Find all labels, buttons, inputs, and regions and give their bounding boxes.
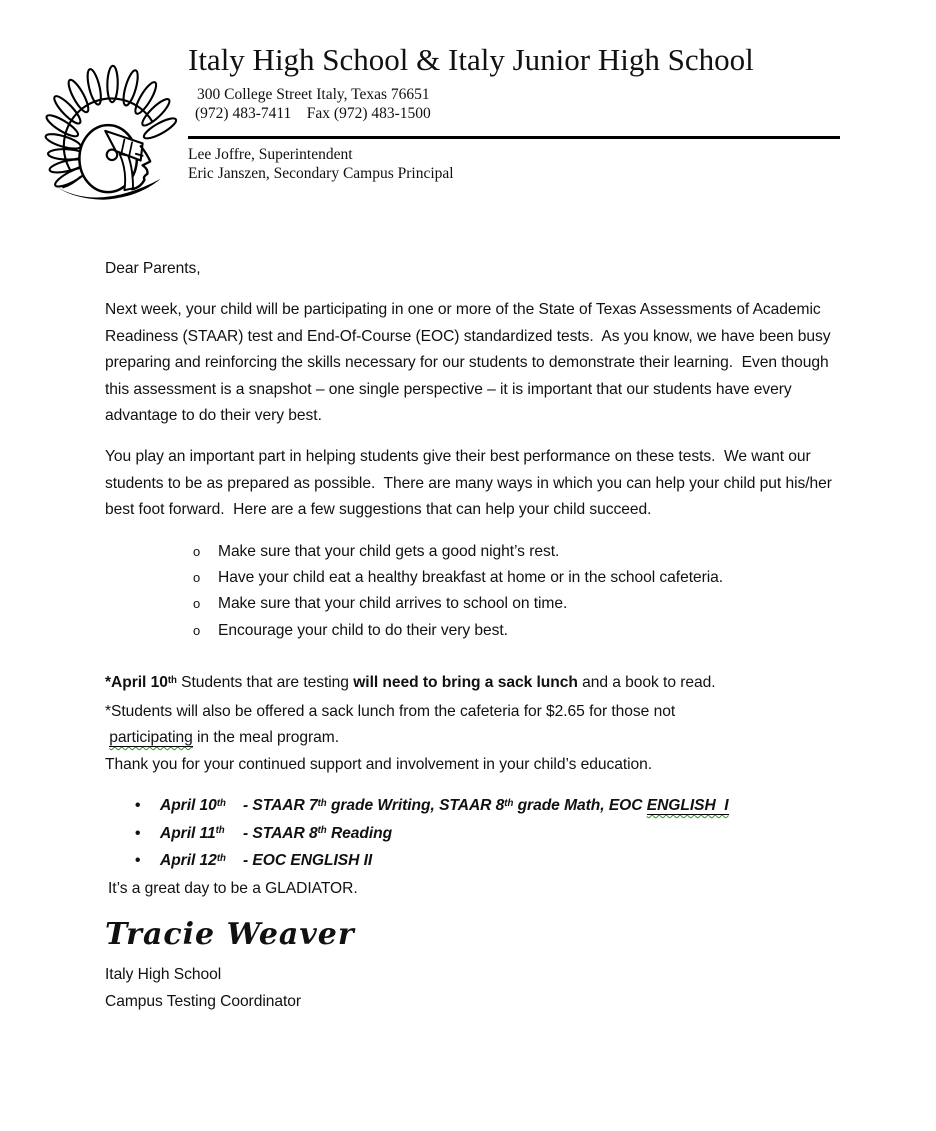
school-phone-fax: (972) 483-7411 Fax (972) 483-1500 <box>195 105 431 122</box>
schedule-date: April 10th <box>160 796 226 814</box>
gladiator-logo <box>44 52 178 204</box>
circle-bullet-icon: o <box>193 570 201 586</box>
schedule-desc: - EOC ENGLISH II <box>243 852 373 870</box>
list-item <box>193 618 839 644</box>
school-title: Italy High School & Italy Junior High School <box>188 42 754 77</box>
schedule-desc: - STAAR 8th Reading <box>243 824 393 842</box>
sack-lunch-notes <box>105 670 839 751</box>
suggestion-text: Encourage your child to do their very best. <box>218 621 508 639</box>
circle-bullet-icon: o <box>193 596 201 612</box>
paragraph-staar-intro: Next week, your child will be participating in one or more of the State of Texas Assessments of Academic Readiness (STAAR) test and End-Of-Course (EOC) standardized tests. As you know, we have been busy preparing and reinforcing the skills necessary for our students to demonstrate their learning. Even though this assessment is a snapshot – one single perspective – it is important that our students have every advantage to do their very best. <box>105 301 835 425</box>
list-item <box>193 539 839 565</box>
schedule-desc: - STAAR 7th grade Writing, STAAR 8th grade Math, EOC ENGLISH I <box>243 796 729 814</box>
testing-schedule-list <box>135 793 839 876</box>
suggestion-text: Have your child eat a healthy breakfast at home or in the school cafeteria. <box>218 569 724 587</box>
signer-role: Campus Testing Coordinator <box>105 992 302 1010</box>
signer-organization: Italy High School <box>105 966 222 984</box>
gladiator-mascot-icon <box>44 52 178 204</box>
note-cafeteria-line2: participating in the meal program. <box>109 729 340 747</box>
principal-line: Eric Janszen, Secondary Campus Principal <box>188 164 454 182</box>
list-item <box>193 591 839 617</box>
circle-bullet-icon: o <box>193 543 201 559</box>
schedule-row <box>135 848 839 876</box>
header-divider <box>188 136 840 139</box>
schedule-row <box>135 821 839 849</box>
superintendent-line: Lee Joffre, Superintendent <box>188 146 353 163</box>
list-item <box>193 565 839 591</box>
note-cafeteria-line1: *Students will also be offered a sack lunch from the cafeteria for $2.65 for those not <box>105 702 676 720</box>
letter-body <box>105 256 839 1015</box>
letterhead <box>0 0 936 204</box>
thank-you-line: Thank you for your continued support and involvement in your child’s education. <box>105 755 653 773</box>
salutation: Dear Parents, <box>105 260 201 277</box>
schedule-date: April 11th <box>160 824 225 842</box>
circle-bullet-icon: o <box>193 622 201 638</box>
suggestion-text: Make sure that your child arrives to school on time. <box>218 595 568 613</box>
suggestion-text: Make sure that your child gets a good night’s rest. <box>218 542 560 560</box>
round-bullet-icon: • <box>135 824 141 842</box>
round-bullet-icon: • <box>135 796 141 814</box>
schedule-row <box>135 793 839 821</box>
closing-line: It’s a great day to be a GLADIATOR. <box>108 879 358 897</box>
schedule-date: April 12th <box>160 852 226 870</box>
paragraph-parent-role: You play an important part in helping students give their best performance on these tests. We want our students to be as prepared as possible. There are many ways in which you can help your child put his/her best foot forward. Here are a few suggestions that can help your child succeed. <box>105 448 837 519</box>
suggestions-list <box>193 539 839 645</box>
round-bullet-icon: • <box>135 852 141 870</box>
signature-script: Tracie Weaver <box>105 917 355 953</box>
school-address: 300 College Street Italy, Texas 76651 <box>197 86 430 103</box>
note-april10: *April 10th Students that are testing will need to bring a sack lunch and a book to read. <box>105 674 716 692</box>
